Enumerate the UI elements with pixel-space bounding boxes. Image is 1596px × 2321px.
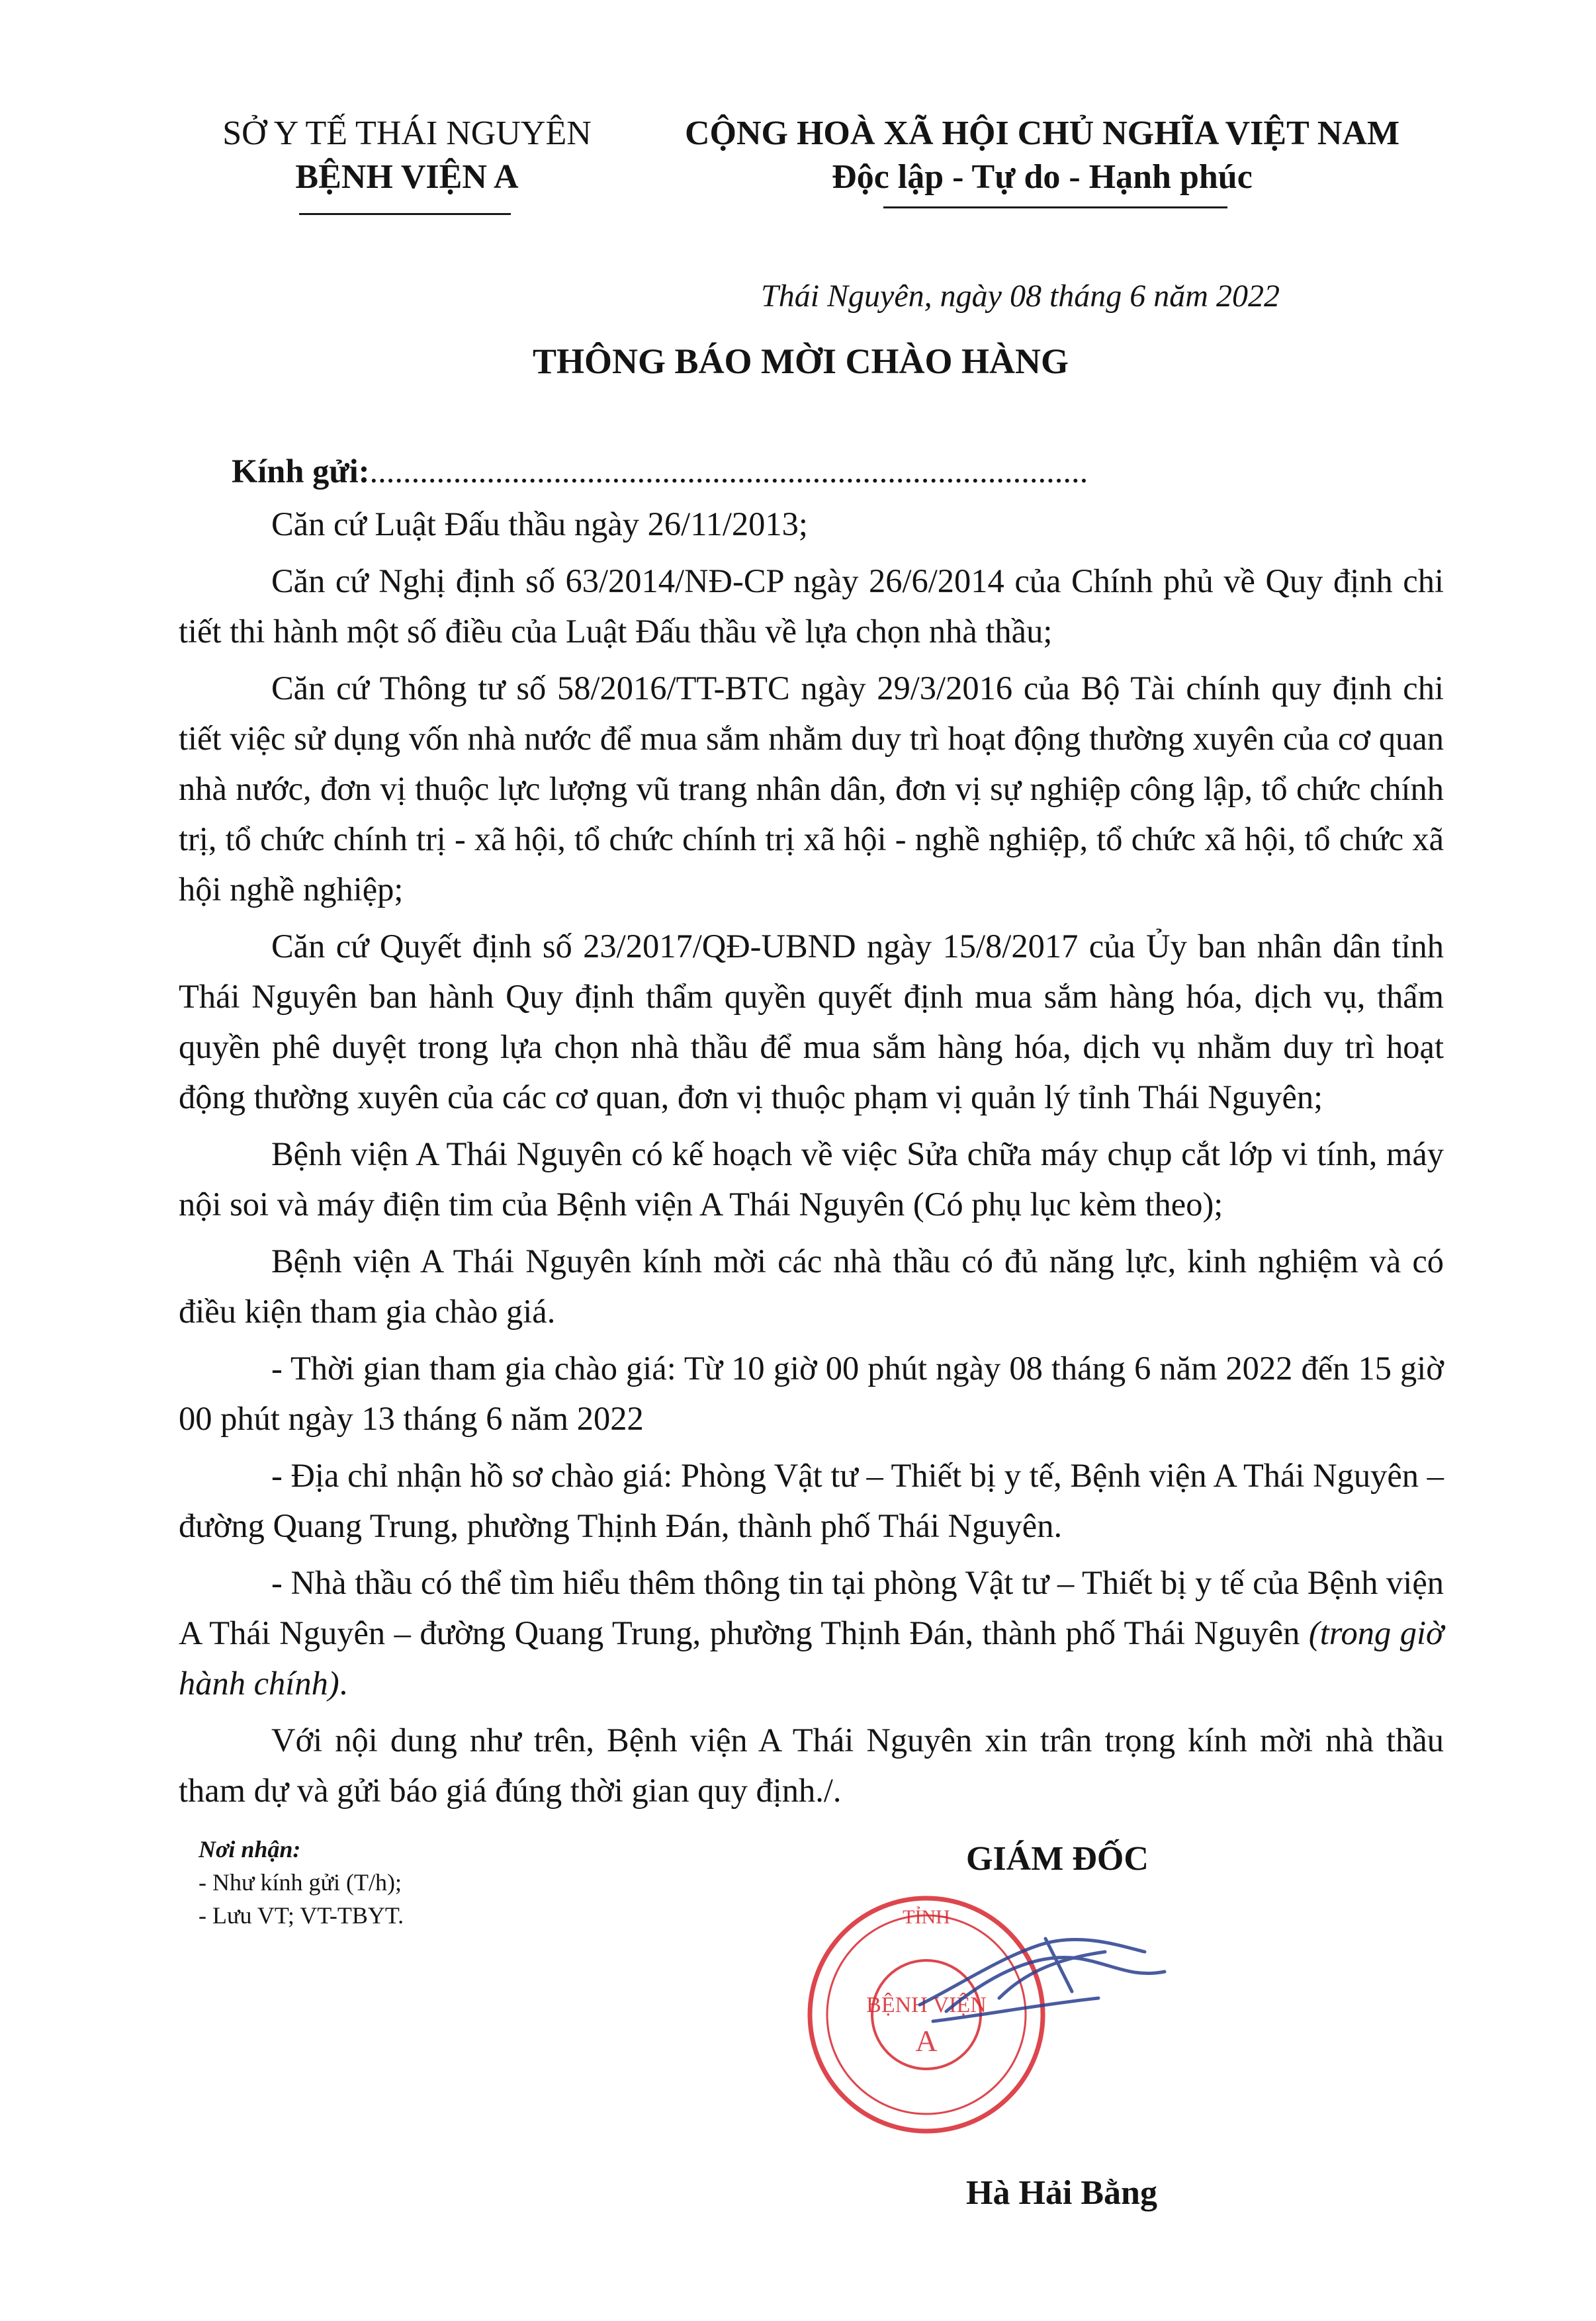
paragraph-9 xyxy=(179,1557,1444,1708)
document-date: Thái Nguyên, ngày 08 tháng 6 năm 2022 xyxy=(761,279,1280,314)
recipient-item-2: - Lưu VT; VT-TBYT. xyxy=(199,1902,404,1929)
paragraph-9-italic: (trong giờ hành chính) xyxy=(179,1614,1444,1702)
document-title: THÔNG BÁO MỜI CHÀO HÀNG xyxy=(532,341,1069,381)
signature-title: GIÁM ĐỐC xyxy=(966,1840,1149,1878)
recipients-label: Nơi nhận: xyxy=(199,1836,301,1862)
national-motto: Độc lập - Tự do - Hạnh phúc xyxy=(832,158,1253,196)
national-title: CỘNG HOÀ XÃ HỘI CHỦ NGHĨA VIỆT NAM xyxy=(684,114,1400,152)
paragraph-10: Với nội dung như trên, Bệnh viện A Thái Nguyên xin trân trọng kính mời nhà thầu tham dự và gửi báo giá đúng thời gian quy định./. xyxy=(179,1722,1444,1809)
stamp-top-text: TỈNH xyxy=(903,1906,950,1928)
addressee-label: Kính gửi: xyxy=(232,453,370,490)
recipient-item-1: - Như kính gửi (T/h); xyxy=(199,1869,402,1896)
stamp-center-text: BỆNH VIỆN xyxy=(866,1993,987,2017)
org-parent: SỞ Y TẾ THÁI NGUYÊN xyxy=(222,114,592,152)
addressee-dots: ...................................................................................... xyxy=(369,453,1088,490)
motto-underline xyxy=(883,206,1227,208)
paragraph-3: Căn cứ Thông tư số 58/2016/TT-BTC ngày 29/3/2016 của Bộ Tài chính quy định chi tiết việc sử dụng vốn nhà nước để mua sắm nhằm duy trì hoạt động thường xuyên của cơ quan nhà nước, đơn vị thuộc lực lượng vũ trang nhân dân, đơn vị sự nghiệp công lập, tổ chức chính trị, tổ chức chính trị - xã hội, tổ chức chính trị xã hội - nghề nghiệp, tổ chức xã hội, tổ chức xã hội nghề nghiệp; xyxy=(179,670,1444,908)
paragraph-1: Căn cứ Luật Đấu thầu ngày 26/11/2013; xyxy=(271,505,808,543)
recipients-block xyxy=(199,1833,404,1932)
document-body xyxy=(179,446,1444,1822)
addressee-line xyxy=(179,446,1444,496)
paragraph-9-end: . xyxy=(339,1665,348,1702)
paragraph-9-text: - Nhà thầu có thể tìm hiểu thêm thông tin tại phòng Vật tư – Thiết bị y tế của Bệnh viện A Thái Nguyên – đường Quang Trung, phường Thịnh Đán, thành phố Thái Nguyên xyxy=(179,1564,1444,1651)
paragraph-2: Căn cứ Nghị định số 63/2014/NĐ-CP ngày 26/6/2014 của Chính phủ về Quy định chi tiết thi hành một số điều của Luật Đấu thầu về lựa chọn nhà thầu; xyxy=(179,562,1444,650)
paragraph-4: Căn cứ Quyết định số 23/2017/QĐ-UBND ngày 15/8/2017 của Ủy ban nhân dân tỉnh Thái Nguyên ban hành Quy định thẩm quyền quyết định mua sắm hàng hóa, dịch vụ, thẩm quyền phê duyệt trong lựa chọn nhà thầu để mua sắm hàng hóa, dịch vụ nhằm duy trì hoạt động thường xuyên của các cơ quan, đơn vị thuộc phạm vị quản lý tỉnh Thái Nguyên; xyxy=(179,928,1444,1116)
paragraph-7: - Thời gian tham gia chào giá: Từ 10 giờ 00 phút ngày 08 tháng 6 năm 2022 đến 15 giờ 00 phút ngày 13 tháng 6 năm 2022 xyxy=(179,1350,1444,1437)
stamp-letter: A xyxy=(915,2024,938,2058)
org-name: BỆNH VIỆN A xyxy=(295,158,519,196)
signer-name: Hà Hải Bằng xyxy=(966,2174,1157,2212)
paragraph-8: - Địa chỉ nhận hồ sơ chào giá: Phòng Vật tư – Thiết bị y tế, Bệnh viện A Thái Nguyên – đường Quang Trung, phường Thịnh Đán, thành phố Thái Nguyên. xyxy=(179,1457,1444,1544)
paragraph-5: Bệnh viện A Thái Nguyên có kế hoạch về việc Sửa chữa máy chụp cắt lớp vi tính, máy nội soi và máy điện tim của Bệnh viện A Thái Nguyên (Có phụ lục kèm theo); xyxy=(179,1135,1444,1223)
org-underline xyxy=(299,213,511,215)
paragraph-6: Bệnh viện A Thái Nguyên kính mời các nhà thầu có đủ năng lực, kinh nghiệm và có điều kiện tham gia chào giá. xyxy=(179,1243,1444,1330)
director-signature xyxy=(907,1905,1184,2051)
